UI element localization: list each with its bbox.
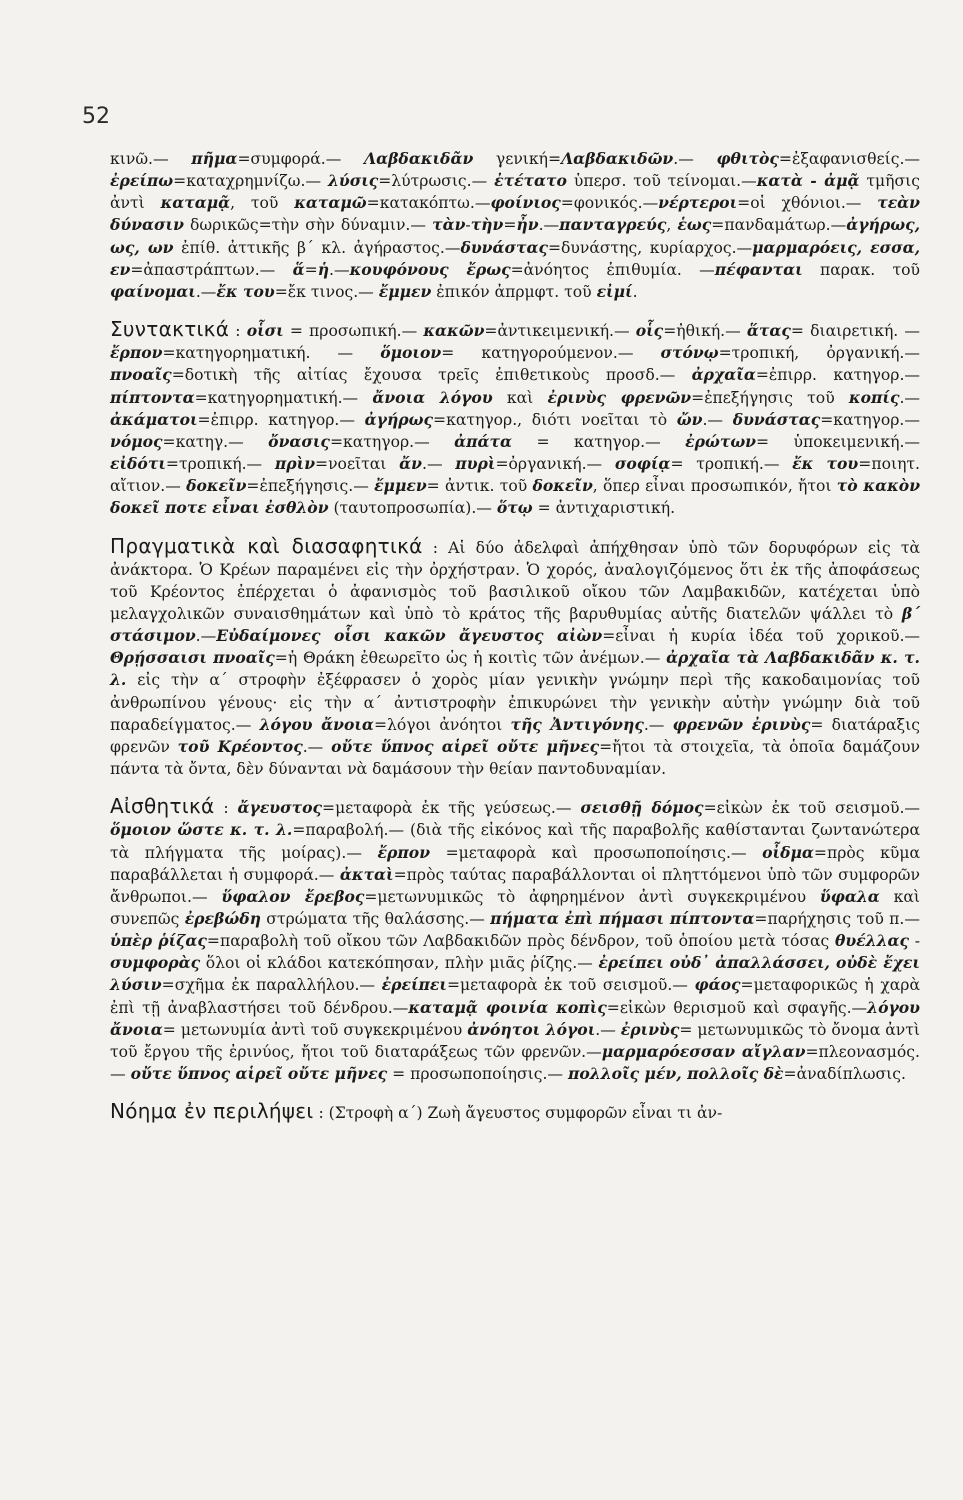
lemma: ἐτέτατο	[494, 171, 567, 191]
lemma: τοῦ Κρέοντος	[177, 736, 303, 756]
text-run: =κατακόπτω.—	[366, 194, 491, 213]
text-run: = ἀντικ. τοῦ	[426, 477, 533, 496]
text-run: ὅλοι οἱ κλάδοι κατεκόπησαν, πλὴν μιᾶς ῥίζης.—	[200, 954, 599, 973]
text-run: :	[214, 799, 238, 818]
lemma: Εὐδαίμονες οἷσι κακῶν ἄγευστος αἰὼν	[216, 626, 603, 646]
lemma: ἔκ του	[792, 454, 859, 474]
text-run: =κατηγορ., διότι νοεῖται τὸ	[433, 410, 677, 429]
text-run: =παρήχησις τοῦ π.—	[754, 910, 920, 928]
lemma: συμφορὰς	[110, 953, 201, 973]
lemma: δοκεῖν	[532, 476, 593, 496]
lemma: ἅτας	[746, 321, 791, 341]
text-run: =μετωνυμικῶς τὸ ἀφηρημένον ἀντὶ συγκεκριμένου	[364, 887, 820, 906]
text-run: =πλεονασμός.—	[110, 1042, 920, 1084]
lemma: ἅ	[292, 259, 305, 279]
lemma: ὄνασις	[268, 431, 330, 451]
text-run: =καταχρημνίζω.—	[173, 172, 328, 191]
text-run: =συμφορά.—	[237, 150, 364, 168]
text-run: εἰς τὴν α΄ στροφὴν ἐξέφρασεν ὁ χορὸς μίαν γενικὴν γνώμην περὶ τῆς κακοδαιμονίας τοῦ ἀνθρωπίνου γένους· εἰς τὴν α΄ ἀντιστροφὴν ἐπικυρώνει τὴν γενικὴν αὐτὴν γνώμην διὰ τοῦ παραδείγματος.—	[110, 671, 920, 734]
paragraph-pragmatika	[110, 535, 920, 781]
lemma: ἔρπον	[110, 343, 163, 363]
text-run: =φονικός.—	[560, 194, 659, 213]
section-heading: Αἰσθητικά	[110, 794, 215, 819]
text-run: =λόγοι ἀνόητοι	[373, 715, 511, 734]
lemma: φοίνιος	[490, 193, 561, 213]
text-run: =	[304, 260, 318, 279]
lemma: λόγου ἄνοια	[259, 714, 374, 734]
text-run: γενική=	[473, 150, 562, 168]
lemma: ἐρεβώδη	[184, 909, 261, 928]
text-run: =ἀντικειμενική.—	[484, 322, 636, 341]
lemma: ἔμμεν	[374, 476, 427, 496]
text-run: : Αἱ δύο ἀδελφαὶ ἀπήχθησαν ὑπὸ τῶν δορυφόρων εἰς τὰ ἀνάκτορα. Ὁ Κρέων παραμένει εἰς τὴν ὀρχήστραν. Ὁ χορός, ἀναλογιζόμενος ὅτι ἐκ τῆς ἀποφάσεως τοῦ Κρέοντος ἐπέρχεται ὁ ἀφανισμὸς τοῦ βασιλικοῦ οἴκου τῶν Λαμβακιδῶν, κατέχεται ὑπὸ μελαγχολικῶν συναισθημάτων καὶ ὑπὸ τὸ κράτος τῆς βαρυθυμίας αὐτῆς διατελῶν ψάλλει τὸ	[110, 538, 921, 623]
text-run: ἐπίθ. ἀττικῆς β΄ κλ. ἀγήραστος.—	[173, 238, 461, 257]
text-run: =ἐπιρρ. κατηγορ.—	[755, 366, 921, 385]
paragraph-glossary	[110, 148, 920, 303]
text-run: =ὀργανική.—	[495, 455, 615, 474]
section-heading: Πραγματικὰ καὶ διασαφητικά	[110, 533, 423, 558]
lemma: λύσις	[327, 171, 379, 191]
text-run: =ἡ Θράκη ἐθεωρεῖτο ὡς ἡ κοιτὶς τῶν ἀνέμων.—	[274, 649, 667, 668]
text-run: .—	[538, 216, 560, 235]
text-run: ἐπικόν ἀπρμφτ. τοῦ	[431, 282, 597, 301]
text-run: .—	[421, 455, 456, 474]
text-run: :	[229, 322, 247, 341]
text-run: =παραβολή.— (διὰ τῆς εἰκόνος καὶ τῆς παραβολῆς καθίστανται ζωντανώτερα τὰ πλήγματα τῆς μοίρας).—	[110, 821, 920, 862]
text-run: ὑπερσ. τοῦ τείνομαι.—	[566, 172, 757, 191]
lemma: πῆμα	[191, 149, 238, 168]
lemma: ἐρώτων	[685, 431, 756, 451]
text-run: =νοεῖται	[315, 455, 400, 474]
text-run: =ἀπαστράπτων.—	[130, 260, 293, 279]
lemma: κοπίς	[848, 387, 900, 407]
text-run: =μεταφορὰ καὶ προσωποποίησις.—	[430, 843, 763, 862]
lemma: β΄ στάσιμον	[110, 603, 920, 646]
lemma: πήματα ἐπὶ πήμασι πίπτοντα	[490, 909, 755, 928]
lemma: τεὰν δύνασιν	[110, 193, 920, 235]
text-run: κινῶ.—	[110, 150, 192, 168]
section-heading: Νόημα ἐν περιλήψει	[110, 1099, 314, 1124]
paragraph-aisthitika	[110, 795, 920, 1085]
lemma: δυνάστας	[732, 409, 821, 429]
lemma: ὅμοιον	[380, 343, 442, 363]
lemma: ὅτῳ	[496, 498, 533, 518]
text-run: .	[632, 282, 638, 301]
text-run: (ταυτοπροσωπία).—	[328, 499, 497, 518]
lemma: μαρμαρόεσσαν αἴγλαν	[601, 1041, 806, 1061]
text-run: στρώματα τῆς θαλάσσης.—	[260, 910, 491, 928]
lemma: ὑπὲρ ῥίζας	[110, 931, 207, 951]
lemma: δυνάστας	[460, 237, 548, 257]
text-run: .—	[673, 150, 717, 168]
lemma: σοφίᾳ	[614, 454, 671, 474]
text-run: καὶ	[492, 388, 548, 407]
lemma: ἀρχαῖα τὰ Λαβδακιδᾶν κ. τ. λ.	[110, 648, 920, 690]
text-run: = ὑποκειμενική.—	[755, 432, 921, 451]
lemma: ἐρείπει	[381, 975, 447, 995]
lemma: οἶδμα	[762, 842, 814, 862]
lemma: πολλοῖς μέν, πολλοῖς δὲ	[567, 1064, 784, 1084]
text-run: = μετωνυμικῶς τὸ ὄνομα ἀντὶ τοῦ ἔργου τῆς ἐρινύος, ἤτοι τοῦ διαταράξεως τῶν φρενῶν.—	[110, 1020, 920, 1061]
paragraph-syntaktika	[110, 318, 920, 519]
lemma: Θρῄσσαισι πνοαῖς	[110, 648, 275, 668]
text-run: = διαιρετική. —	[790, 322, 920, 341]
text-run: = προσωπική.—	[283, 322, 424, 341]
lemma: ἦν	[516, 215, 539, 235]
text-run: τμῆσις ἀντὶ	[110, 172, 920, 213]
text-run: =ἔκ τινος.—	[274, 282, 379, 301]
lemma: κουφόνους ἔρως	[349, 259, 511, 279]
text-run: -	[909, 932, 920, 951]
text-run: =κατηγ.—	[162, 432, 269, 451]
text-run: =μεταφορὰ ἐκ τῆς γεύσεως.—	[322, 799, 581, 818]
text-run: = κατηγορ.—	[512, 432, 686, 451]
text-run: =εἶναι ἡ κυρία ἰδέα τοῦ χορικοῦ.—	[602, 627, 921, 646]
text-run: =ἤτοι τὰ στοιχεῖα, τὰ ὁποῖα δαμάζουν πάντα τὰ ὄντα, δὲν δύνανται νὰ δαμάσουν τὴν θείαν παντοδυναμίαν.	[110, 737, 920, 779]
text-run: =μεταφορὰ ἐκ τοῦ σεισμοῦ.—	[446, 976, 695, 995]
text-run: -	[465, 216, 471, 235]
text-run: καὶ συνεπῶς	[110, 887, 920, 928]
lemma: καταμᾷ φοινία κοπὶς	[408, 997, 607, 1017]
lemma: καταμᾷ	[160, 193, 231, 213]
text-run: =τροπική, ὀργανική.—	[718, 344, 920, 363]
text-run: =τροπική.—	[165, 455, 275, 474]
lemma: ἐρινὺς φρενῶν	[547, 387, 692, 407]
lemma: νόμος	[110, 431, 163, 451]
text-run: =ἐξαφανισθείς.—	[778, 150, 920, 168]
text-run: = ἀντιχαριστική.	[532, 499, 676, 518]
lemma: φαίνομαι	[110, 281, 196, 301]
lemma: πανταγρεύς	[559, 215, 667, 235]
text-run: .—	[195, 627, 217, 646]
text-run: = προσωποποίησις.—	[387, 1065, 568, 1084]
lemma: ἔκ του	[216, 281, 275, 301]
lemma: οἷς	[635, 321, 664, 341]
text-run: : (Στροφὴ α΄) Ζωὴ ἄγευστος συμφορῶν εἶναι τι ἀν-	[313, 1104, 723, 1123]
text-run: ,	[666, 216, 678, 235]
lemma: εἰδότι	[110, 454, 166, 474]
text-run: =λύτρωσις.—	[378, 172, 495, 191]
page-number: 52	[82, 104, 110, 129]
lemma: πνοαῖς	[110, 365, 172, 385]
text-run: =πανδαμάτωρ.—	[711, 216, 847, 235]
lemma: κακῶν	[423, 321, 485, 341]
lemma: δοκεῖν	[186, 476, 247, 496]
lemma: ἀγήρως, ως, ων	[110, 215, 920, 257]
lemma: λόγου ἄνοια	[110, 997, 920, 1039]
text-run: = διατάραξις φρενῶν	[110, 715, 920, 756]
lemma: ἄγευστος	[237, 798, 323, 818]
lemma: ἀγήρως	[364, 409, 434, 429]
text-run: δωρικῶς=τὴν σὴν δύναμιν.—	[183, 216, 433, 235]
text-run: =εἰκὼν θερισμοῦ καὶ σφαγῆς.—	[606, 998, 868, 1017]
lemma: ὅμοιον ὥστε κ. τ. λ.	[110, 820, 293, 840]
text-run: .—	[195, 282, 217, 301]
text-run: =ἐπιρρ. κατηγορ.—	[197, 410, 365, 429]
lemma: ἀκάματοι	[110, 409, 198, 429]
lemma: τὰν	[432, 215, 466, 235]
lemma: ἐρινὺς	[620, 1019, 680, 1039]
lemma: ἡ	[317, 259, 330, 279]
text-run: , τοῦ	[230, 194, 295, 213]
section-heading: Συντακτικά	[110, 317, 230, 342]
text-run: = μετωνυμία ἀντὶ τοῦ συγκεκριμένου	[162, 1020, 468, 1039]
lemma: φάος	[694, 975, 741, 995]
text-run: , ὅπερ εἶναι προσωπικόν, ἤτοι	[592, 477, 837, 496]
text-run: =ἐπεξήγησις.—	[246, 477, 375, 496]
lemma: πέφανται	[714, 259, 803, 279]
lemma: οὔτε ὕπνος αἱρεῖ οὔτε μῆνες	[130, 1064, 388, 1084]
lemma: ἀκταὶ	[339, 864, 394, 884]
text-run: .—	[702, 410, 733, 429]
lemma: καταμῶ	[294, 193, 367, 213]
lemma: ὤν	[676, 409, 703, 429]
lemma: ἀπάτα	[454, 431, 513, 451]
lemma: φρενῶν ἐρινὺς	[672, 714, 811, 734]
text-run: =παραβολὴ τοῦ οἴκου τῶν Λαβδακιδῶν πρὸς δένδρον, τοῦ ὁποίου μετὰ τόσας	[206, 932, 835, 951]
lemma: τῆς Ἀντιγόνης	[510, 714, 644, 734]
lemma: ὕφαλον ἔρεβος	[221, 886, 365, 906]
page-body	[110, 148, 920, 1124]
lemma: ἐρείπει οὐδ᾽ ἀπαλλάσσει, οὐδὲ ἔχει λύσιν	[110, 953, 920, 995]
lemma: κατὰ - ἀμᾷ	[756, 171, 860, 191]
lemma: ἐρείπω	[110, 171, 174, 191]
text-run: = τροπική.—	[670, 455, 793, 474]
text-run: παρακ. τοῦ	[802, 260, 920, 279]
lemma: τὴν	[470, 215, 504, 235]
text-run: =κατηγορ.—	[820, 410, 920, 429]
lemma: θυέλλας	[834, 931, 910, 951]
text-run: =κατηγορ.—	[329, 432, 455, 451]
lemma: νέρτεροι	[658, 193, 738, 213]
text-run: =κατηγορηματική.—	[194, 388, 373, 407]
lemma: Λαβδακιδᾶν	[363, 149, 474, 168]
lemma: πίπτοντα	[110, 387, 195, 407]
text-run: .—	[302, 737, 332, 756]
text-run: .—	[643, 715, 673, 734]
text-run: =δυνάστης, κυρίαρχος.—	[547, 238, 753, 257]
lemma: ἄνοια λόγου	[372, 387, 493, 407]
lemma: Λαβδακιδῶν	[561, 149, 674, 168]
lemma: ἄν	[399, 454, 422, 474]
lemma: στόνῳ	[660, 343, 719, 363]
text-run: = κατηγορούμενον.—	[441, 344, 661, 363]
lemma: σεισθῇ δόμος	[580, 798, 704, 818]
paragraph-noima	[110, 1100, 920, 1124]
lemma: οὔτε ὕπνος αἱρεῖ οὔτε μῆνες	[331, 736, 600, 756]
lemma: μαρμαρόεις, εσσα, εν	[110, 237, 920, 279]
lemma: εἰμί	[596, 281, 633, 301]
text-run: =	[503, 216, 517, 235]
text-run: =ἀναδίπλωσις.	[783, 1065, 906, 1084]
text-run: .—	[329, 260, 350, 279]
lemma: ἑως	[677, 215, 712, 235]
text-run: =ἠθική.—	[663, 322, 747, 341]
text-run: =δοτικὴ τῆς αἰτίας ἔχουσα τρεῖς ἐπιθετικοὺς προσδ.—	[171, 366, 692, 385]
text-run: =πρὸς ταύτας παραβάλλονται οἱ πληττόμενοι ὑπὸ τῶν συμφορῶν ἄνθρωποι.—	[110, 865, 921, 906]
lemma: οἷσι	[246, 321, 284, 341]
lemma: πρὶν	[274, 454, 316, 474]
text-run: =μεταφορικῶς ἡ χαρὰ ἐπὶ τῇ ἀναβλαστήσει τοῦ δένδρου.—	[110, 976, 920, 1017]
lemma: ἔμμεν	[378, 281, 432, 301]
text-run: =κατηγορηματική. —	[162, 344, 381, 363]
lemma: πυρὶ	[455, 454, 496, 474]
text-run: =ἐπεξήγησις τοῦ	[691, 388, 849, 407]
text-run: =εἰκὼν ἐκ τοῦ σεισμοῦ.—	[703, 799, 921, 818]
lemma: τὸ κακὸν δοκεῖ ποτε εἶναι ἐσθλὸν	[110, 476, 921, 518]
lemma: ἀρχαῖα	[691, 365, 756, 385]
text-run: .—	[595, 1020, 621, 1039]
lemma: φθιτὸς	[716, 149, 779, 168]
text-run: .—	[899, 388, 920, 407]
text-run: =οἱ χθόνιοι.—	[737, 194, 878, 213]
text-run: =πρὸς κῦμα παραβάλλεται ἡ συμφορά.—	[110, 843, 920, 884]
lemma: ὕφαλα	[819, 886, 880, 906]
text-run: =ποιητ. αἴτιον.—	[110, 455, 920, 496]
lemma: ἔρπον	[377, 842, 431, 862]
text-run: =ἀνόητος ἐπιθυμία. —	[510, 260, 715, 279]
text-run: =σχῆμα ἐκ παραλλήλου.—	[161, 976, 382, 995]
lemma: ἀνόητοι λόγοι	[467, 1019, 596, 1039]
